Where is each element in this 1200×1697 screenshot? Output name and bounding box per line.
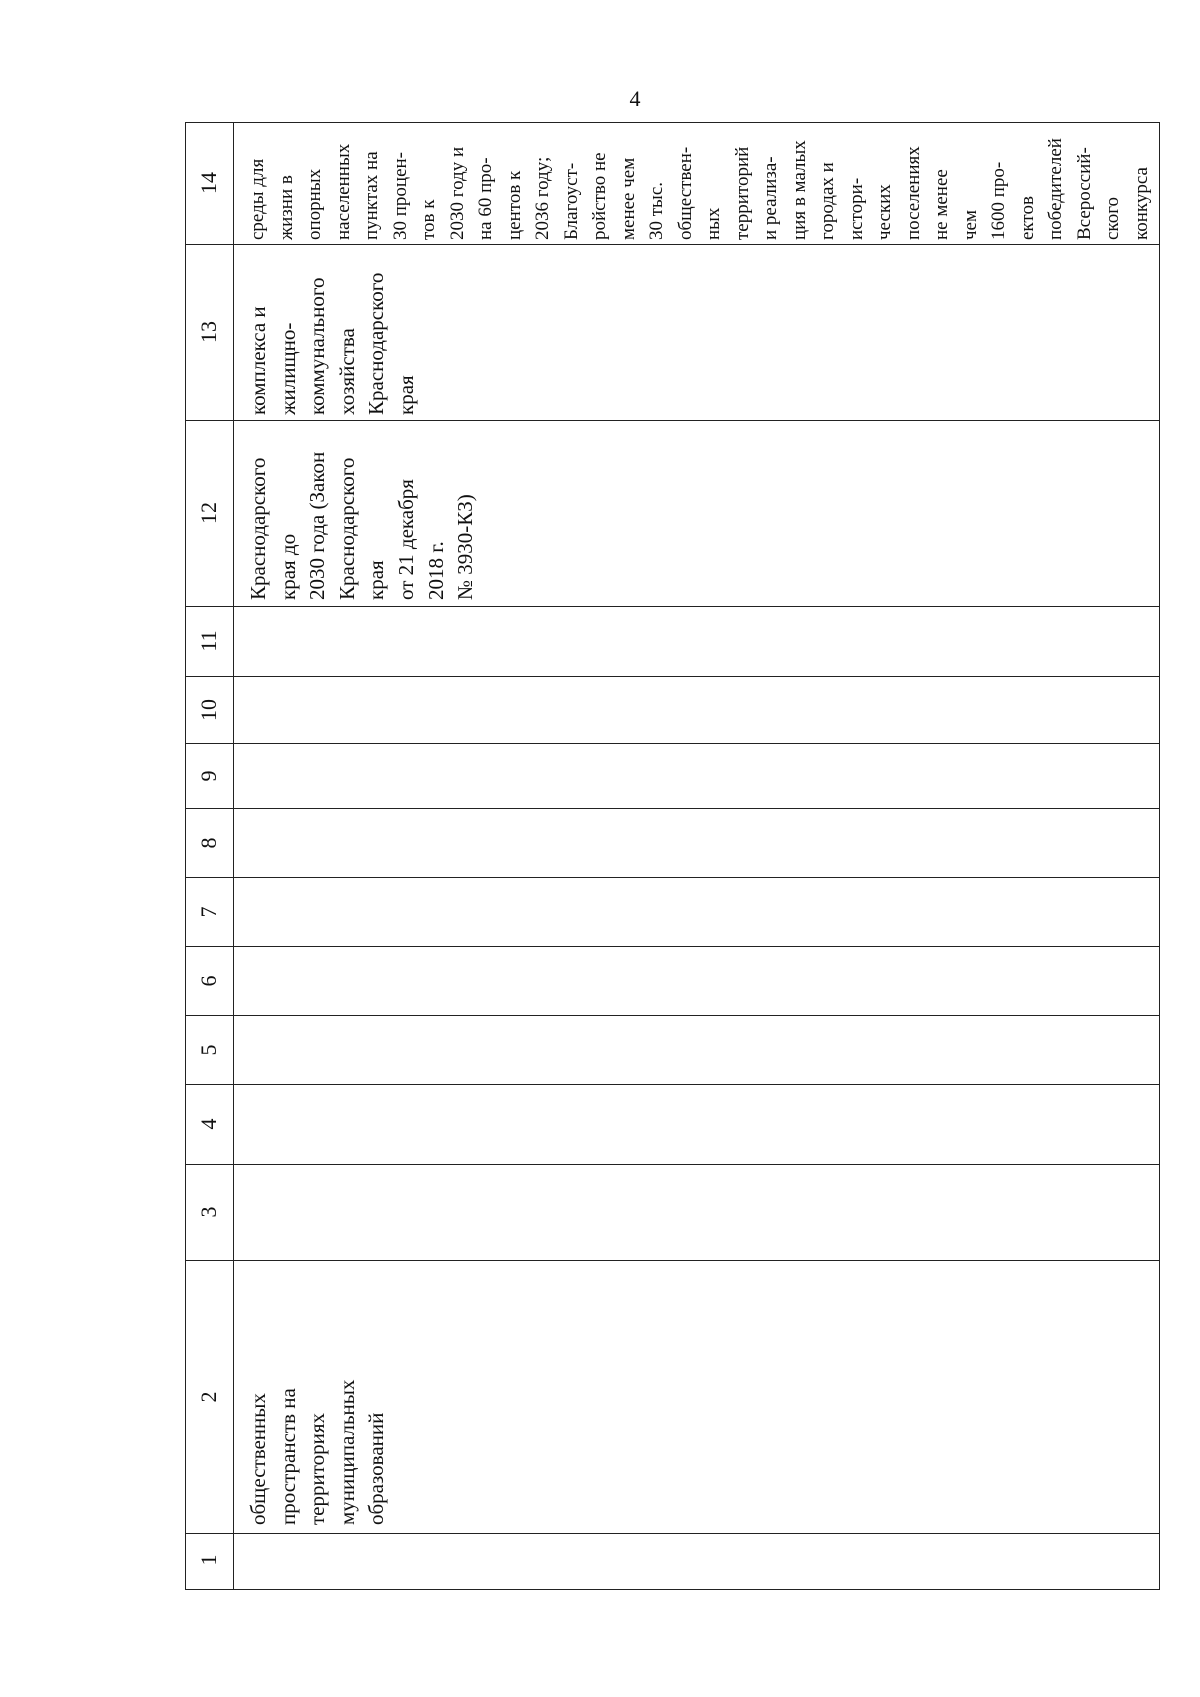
cell-line: победителей: [1045, 138, 1066, 240]
cell-line: образований: [364, 1412, 389, 1525]
cell-line: тов к: [418, 199, 439, 240]
cell-line: муниципальных: [334, 1379, 359, 1525]
cell-line: 1600 про-: [988, 161, 1009, 240]
cell-line: поселениях: [902, 146, 924, 240]
column-divider: [185, 244, 1160, 245]
cell-line: 2036 году;: [532, 156, 553, 240]
cell-line: менее чем: [617, 157, 639, 240]
cell-line: ция в малых: [788, 140, 810, 240]
column-number: 9: [196, 770, 221, 782]
cell-line: коммунального: [305, 277, 330, 415]
column-number: 4: [196, 1118, 221, 1130]
cell-line: от 21 декабря: [393, 479, 418, 600]
cell-line: обществен-: [674, 146, 696, 240]
cell-line: пространств на: [275, 1388, 300, 1525]
cell-line: опорных: [304, 168, 325, 240]
column-divider: [185, 676, 1160, 677]
column-divider: [185, 1084, 1160, 1085]
cell-line: Краснодарского: [334, 457, 359, 600]
cell-line: чем: [959, 209, 981, 240]
cell-line: Благоуст-: [560, 162, 582, 240]
column-number: 2: [196, 1391, 221, 1403]
cell-line: хозяйства: [334, 328, 359, 415]
cell-line: комплекса и: [246, 306, 270, 415]
cell-line: общественных: [246, 1393, 270, 1525]
cell-line: 30 тыс.: [646, 181, 667, 240]
column-number: 11: [196, 630, 221, 652]
column-number: 3: [196, 1206, 221, 1218]
column-number: 6: [196, 975, 221, 987]
cell-line: Краснодарского: [364, 272, 389, 415]
cell-line: ройство не: [589, 152, 610, 240]
cell-line: не менее: [931, 169, 952, 240]
column-divider: [185, 1260, 1160, 1261]
cell-line: ческих: [874, 184, 895, 240]
column-number: 5: [196, 1044, 221, 1056]
cell-line: Краснодарского: [246, 457, 270, 600]
cell-line: ектов: [1016, 196, 1038, 240]
column-divider: [185, 877, 1160, 878]
column-number: 8: [196, 837, 221, 849]
cell-col12: [244, 422, 481, 600]
cell-line: среды для: [247, 158, 268, 240]
cell-line: края: [393, 375, 418, 415]
column-divider: [185, 743, 1160, 744]
cell-line: края: [364, 560, 389, 600]
column-divider: [185, 1015, 1160, 1016]
cell-line: городах и: [817, 162, 838, 240]
cell-line: 30 процен-: [389, 151, 411, 240]
cell-line: пунктах на: [361, 151, 382, 240]
column-divider: [185, 420, 1160, 421]
cell-line: ных: [703, 207, 724, 240]
cell-line: 2030 года (Закон: [305, 451, 330, 600]
cell-line: территорий: [731, 146, 753, 240]
cell-line: Всероссий-: [1073, 147, 1095, 240]
column-number: 7: [196, 906, 221, 918]
cell-line: населенных: [332, 143, 354, 240]
cell-line: 2030 году и: [446, 146, 468, 240]
cell-line: конкурса: [1130, 167, 1152, 240]
cell-line: центов к: [503, 170, 525, 240]
column-divider: [185, 1164, 1160, 1165]
cell-line: жизни в: [275, 175, 297, 240]
cell-col13: [244, 247, 422, 415]
column-divider: [185, 1533, 1160, 1534]
header-row-divider: [233, 122, 234, 1590]
cell-line: на 60 про-: [475, 157, 496, 240]
column-number: 12: [196, 502, 221, 524]
cell-col2: [244, 1265, 392, 1525]
cell-line: ского: [1102, 196, 1123, 240]
cell-col14: [244, 126, 1156, 240]
column-number: 14: [196, 172, 221, 194]
column-number: 1: [196, 1554, 221, 1566]
cell-line: и реализа-: [760, 156, 781, 240]
column-number: 13: [196, 321, 221, 343]
column-divider: [185, 606, 1160, 607]
cell-line: территориях: [305, 1412, 330, 1525]
cell-line: жилищно-: [275, 322, 300, 415]
column-divider: [185, 808, 1160, 809]
column-number: 10: [196, 699, 221, 721]
column-divider: [185, 946, 1160, 947]
page-number: 4: [629, 86, 641, 111]
cell-line: края до: [275, 533, 300, 600]
cell-line: истори-: [845, 177, 867, 240]
cell-line: № 3930-КЗ): [453, 494, 478, 600]
cell-line: 2018 г.: [423, 541, 448, 600]
